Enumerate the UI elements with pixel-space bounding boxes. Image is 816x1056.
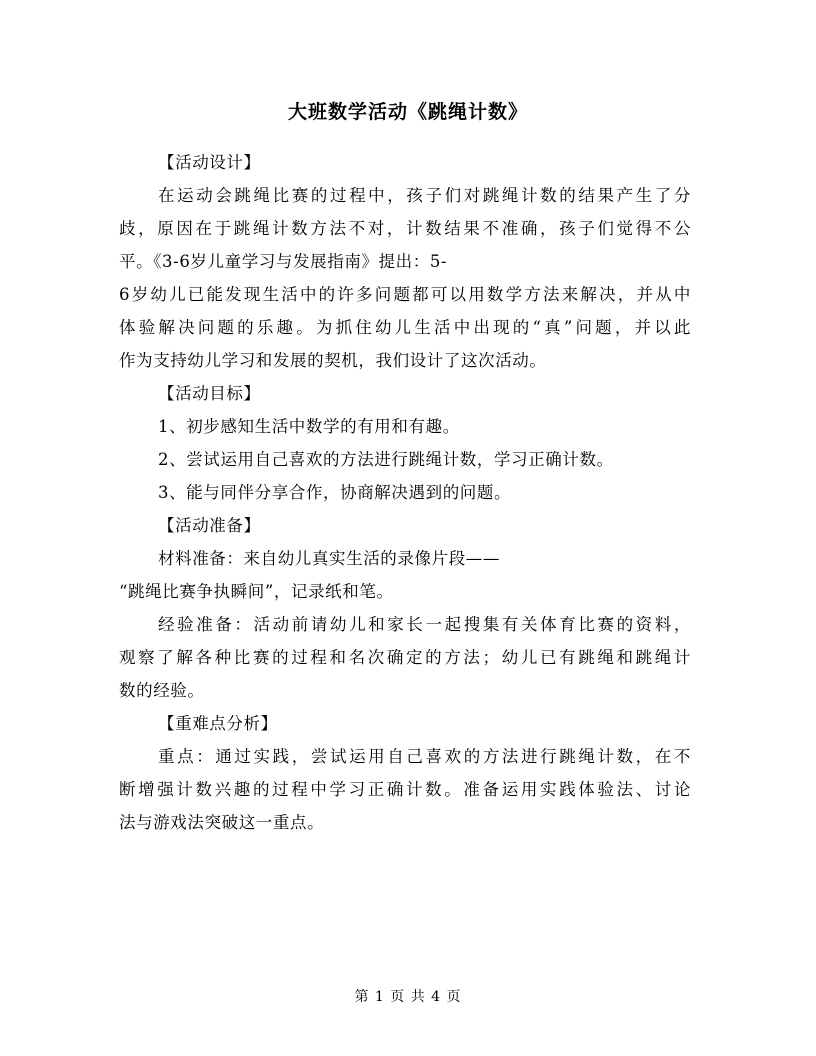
paragraph-line: “跳绳比赛争执瞬间”，记录纸和笔。	[119, 582, 394, 601]
paragraph-line: 歧，原因在于跳绳计数方法不对，计数结果不准确，孩子们觉得不公	[119, 219, 691, 238]
paragraph-line: 平。《3-6岁儿童学习与发展指南》提出：5-	[119, 252, 448, 271]
paragraph-line: 观察了解各种比赛的过程和名次确定的方法；幼儿已有跳绳和跳绳计	[119, 648, 691, 667]
paragraph-line: 体验解决问题的乐趣。为抓住幼儿生活中出现的“真”问题，并以此	[119, 318, 691, 337]
paragraph-line: 法与游戏法突破这一重点。	[119, 813, 325, 832]
paragraph-line: 在运动会跳绳比赛的过程中，孩子们对跳绳计数的结果产生了分	[158, 186, 691, 205]
page-footer: 第 1 页 共 4 页	[354, 989, 462, 1005]
paragraph-line: 经验准备：活动前请幼儿和家长一起搜集有关体育比赛的资料，	[158, 615, 691, 634]
section-heading-prep: 【活动准备】	[158, 516, 261, 535]
paragraph-line: 重点：通过实践，尝试运用自己喜欢的方法进行跳绳计数，在不	[158, 747, 691, 766]
paragraph-line: 作为支持幼儿学习和发展的契机，我们设计了这次活动。	[119, 351, 547, 370]
paragraph-line: 断增强计数兴趣的过程中学习正确计数。准备运用实践体验法、讨论	[119, 780, 691, 799]
section-heading-key: 【重难点分析】	[158, 714, 278, 733]
page-title: 大班数学活动《跳绳计数》	[287, 101, 528, 123]
document-body	[119, 146, 691, 839]
paragraph-line: 6岁幼儿已能发现生活中的许多问题都可以用数学方法来解决，并从中	[119, 285, 691, 304]
goal-item: 3、能与同伴分享合作，协商解决遇到的问题。	[158, 483, 512, 502]
paragraph-line: 材料准备：来自幼儿真实生活的录像片段——	[158, 549, 500, 568]
goal-item: 2、尝试运用自己喜欢的方法进行跳绳计数，学习正确计数。	[158, 450, 614, 469]
goal-item: 1、初步感知生活中数学的有用和有趣。	[158, 417, 460, 436]
paragraph-line: 数的经验。	[119, 681, 205, 700]
section-heading-design: 【活动设计】	[158, 153, 261, 172]
section-heading-goals: 【活动目标】	[158, 384, 261, 403]
